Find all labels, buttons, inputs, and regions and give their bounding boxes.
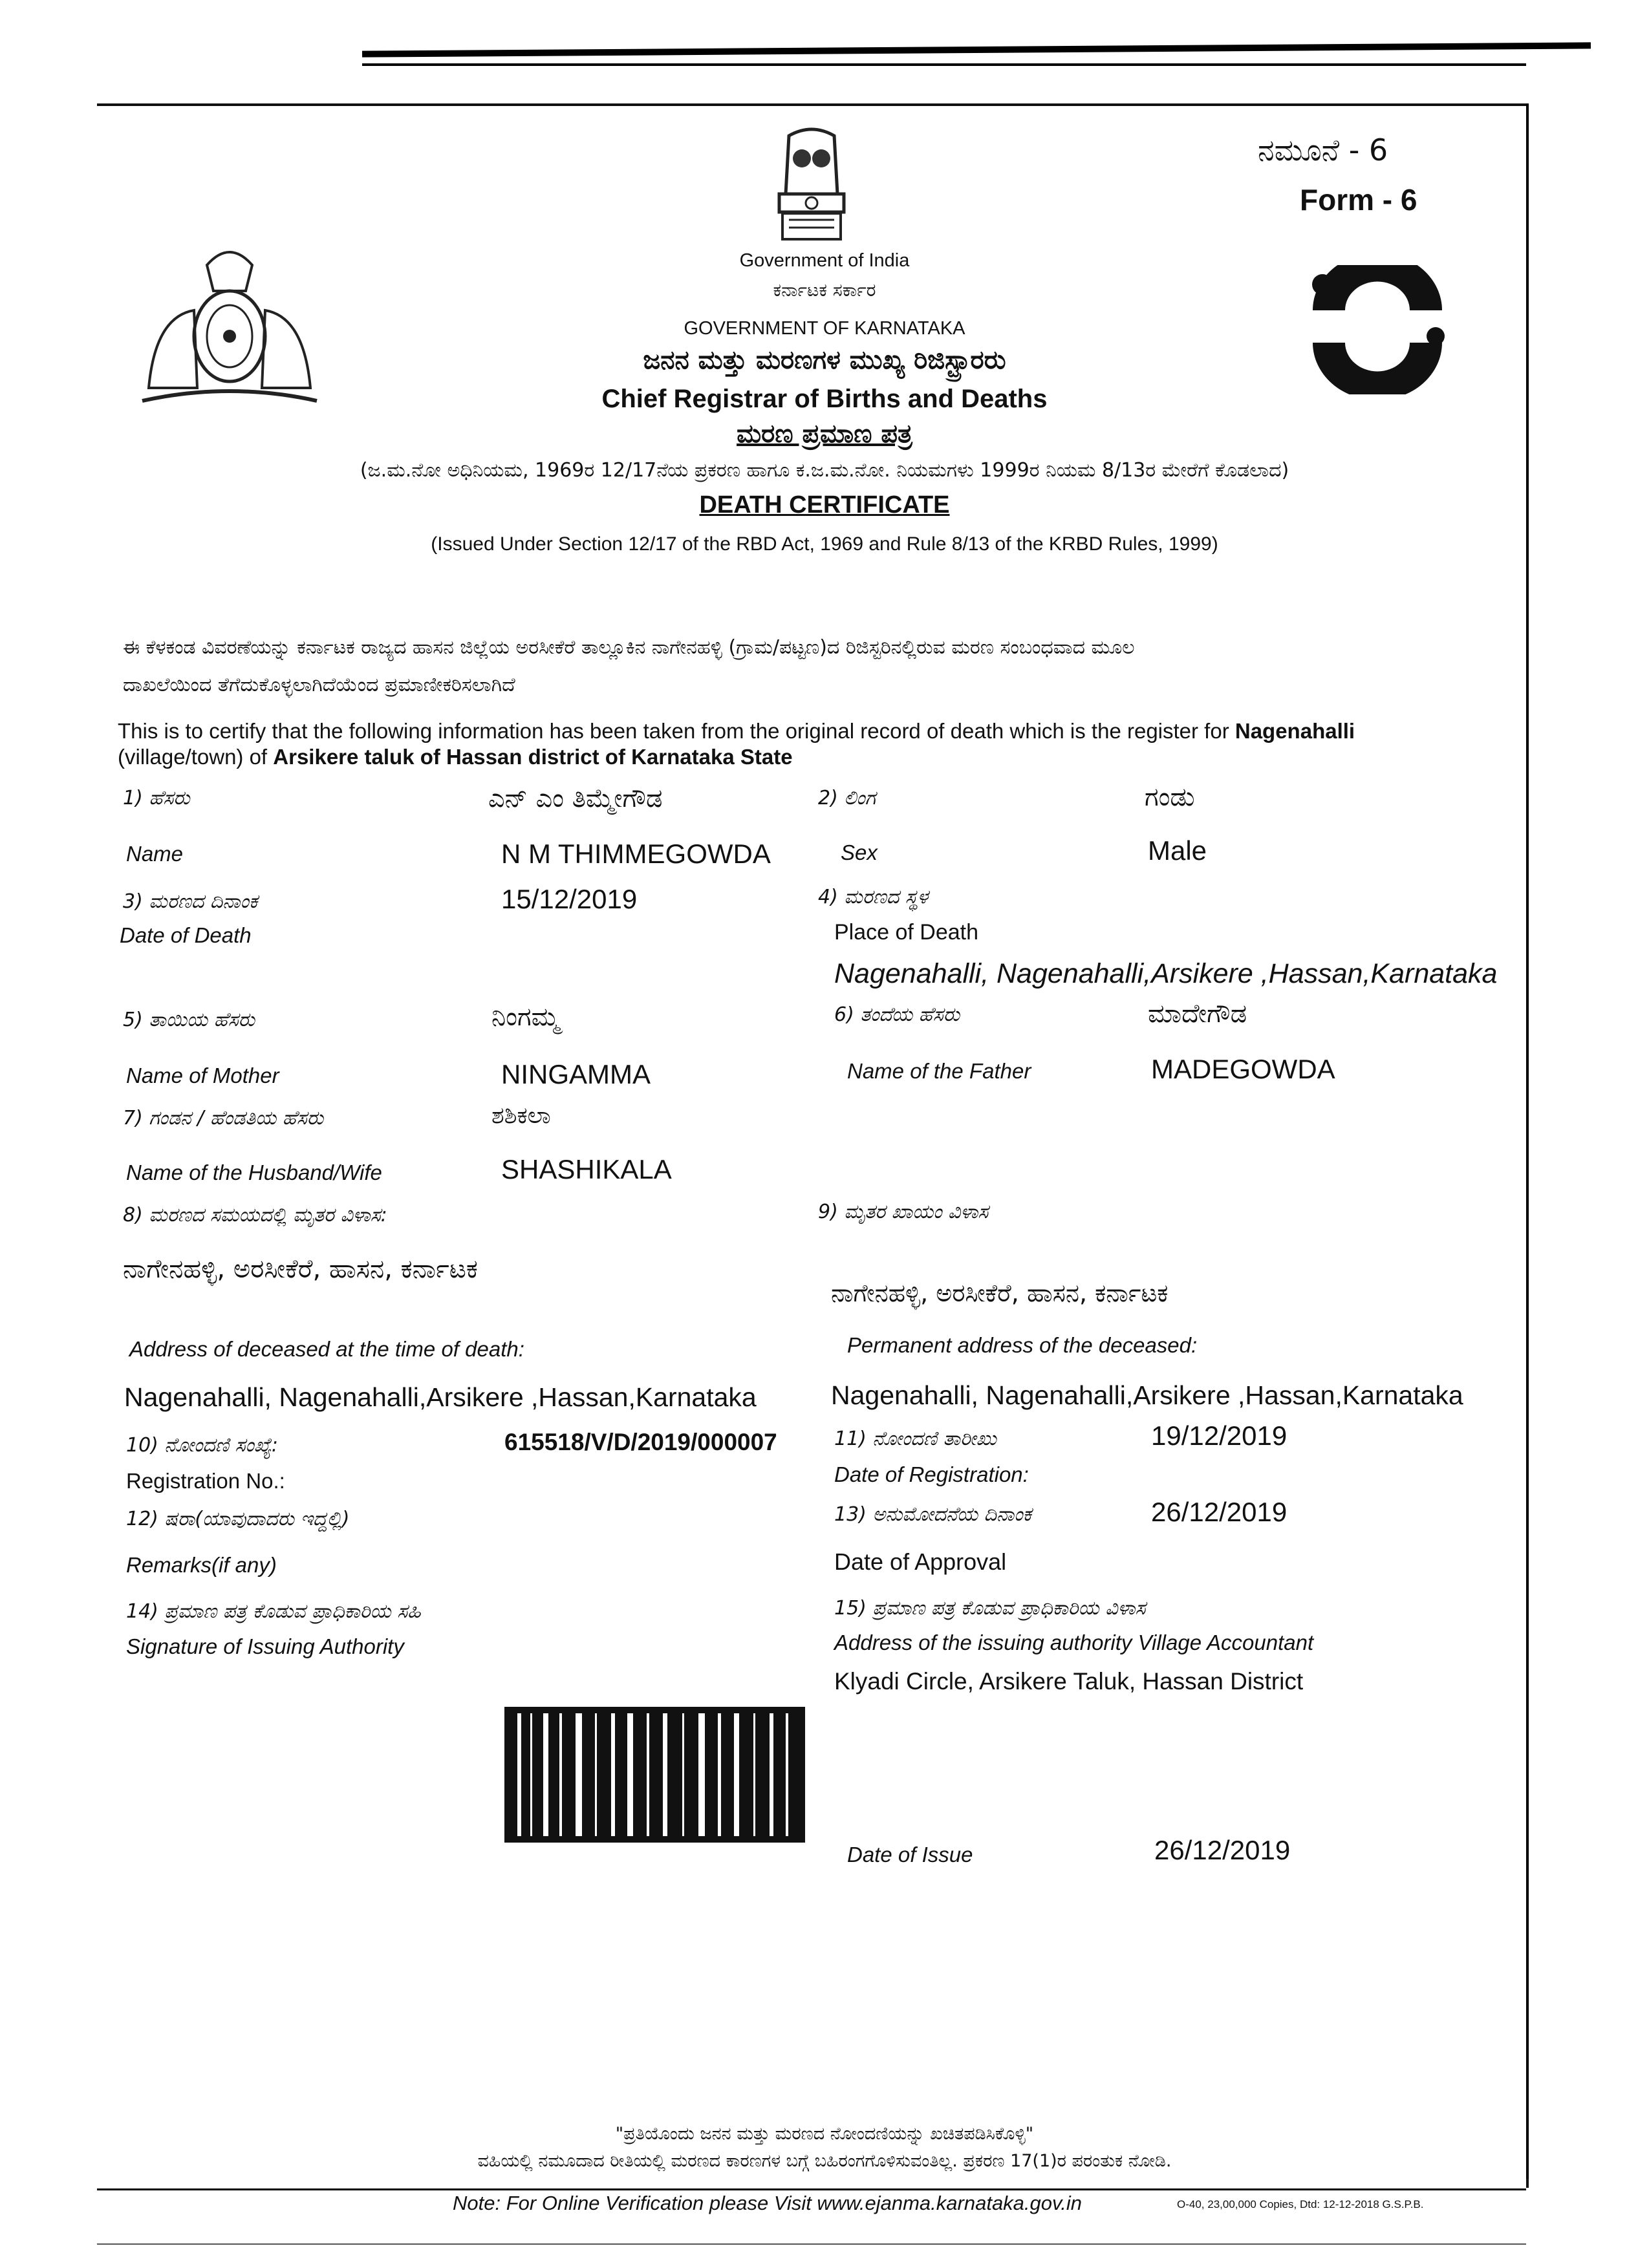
signature-label-en: Signature of Issuing Authority [126,1634,404,1658]
form-number-en: Form - 6 [1300,183,1417,217]
footer-note-kn: ವಹಿಯಲ್ಲಿ ನಮೂದಾದ ರೀತಿಯಲ್ಲಿ ಮರಣದ ಕಾರಣಗಳ ಬಗ್ಗೆ ಬಹಿರಂಗಗೊಳಿಸುವಂತಿಲ್ಲ. ಪ್ರಕರಣ 17(1)ರ ಪರಂತುಕ ನೋಡಿ. [477,2151,1172,2171]
issue-date-label: Date of Issue [847,1843,973,1867]
pod-label-en: Place of Death [834,920,979,945]
address-value-kn: ನಾಗೇನಹಳ್ಳಿ, ಅರಸೀಕೆರೆ, ಹಾಸನ, ಕರ್ನಾಟಕ [123,1254,478,1284]
dod-label-en: Date of Death [120,923,252,947]
regdate-value: 19/12/2019 [1151,1420,1288,1451]
dod-value: 15/12/2019 [501,884,638,914]
approval-value: 26/12/2019 [1151,1497,1288,1527]
pod-value: Nagenahalli, Nagenahalli,Arsikere ,Hassan,Karnataka [834,958,1498,989]
intro-kn-line1: ಈ ಕೆಳಕಂಡ ವಿವರಣೆಯನ್ನು ಕರ್ನಾಟಕ ರಾಜ್ಯದ ಹಾಸನ ಜಿಲ್ಲೆಯ ಅರಸೀಕೆರೆ ತಾಲ್ಲೂಕಿನ ನಾಗೇನಹಳ್ಳಿ (ಗ್ರಾಮ/ಪಟ್ಟಣ)ದ ರಿಜಿಸ್ಟರಿನಲ್ಲಿರುವ ಮರಣ ಸಂಬಂಧವಾದ ಮೂಲ [123,636,1135,659]
name-value-kn: ಎನ್ ಎಂ ತಿಮ್ಮೇಗೌಡ [488,784,663,813]
name-label-en: Name [126,842,184,866]
sex-label-en: Sex [841,840,878,864]
father-label-kn: 6) ತಂದೆಯ ಹೆಸರು [834,1003,960,1026]
intro-kn-line2: ದಾಖಲೆಯಿಂದ ತೆಗೆದುಕೊಳ್ಳಲಾಗಿದೆಯೆಂದ ಪ್ರಮಾಣೀಕರಿಸಲಾಗಿದೆ [123,674,515,696]
spouse-value-en: SHASHIKALA [501,1154,672,1184]
name-label-kn: 1) ಹೆಸರು [123,787,190,809]
footer-note-en: Note: For Online Verification please Visit www.ejanma.karnataka.gov.in [453,2192,1082,2214]
scan-edge-line [362,42,1591,57]
spouse-label-kn: 7) ಗಂಡನ / ಹೆಂಡತಿಯ ಹೆಸರು [123,1107,324,1129]
footer-divider [97,2188,1526,2190]
intro-en-line2 [118,745,793,769]
remarks-label-kn: 12) ಷರಾ(ಯಾವುದಾದರು ಇದ್ದಲ್ಲಿ) [126,1508,350,1530]
mother-value-en: NINGAMMA [501,1059,651,1089]
regdate-label-en: Date of Registration: [834,1462,1029,1486]
intro-en-text: This is to certify that the following information has been taken from the original record of death which is the register for [118,719,1235,743]
address-label-kn: 8) ಮರಣದ ಸಮಯದಲ್ಲಿ ಮೃತರ ವಿಳಾಸ: [123,1204,387,1226]
govt-india: Government of India [739,250,910,271]
mother-value-kn: ನಿಂಗಮ್ಮ [491,1002,560,1032]
approval-label-kn: 13) ಅನುಮೋದನೆಯ ದಿನಾಂಕ [834,1503,1032,1526]
footer-slogan-kn: "ಪ್ರತಿಯೊಂದು ಜನನ ಮತ್ತು ಮರಣದ ನೋಂದಣಿಯನ್ನು ಖಚಿತಪಡಿಸಿಕೊಳ್ಳಿ" [615,2124,1034,2144]
mother-label-en: Name of Mother [126,1064,279,1087]
address-label-en: Address of deceased at the time of death: [129,1337,524,1361]
intro-en-line1 [118,719,1355,744]
regdate-label-kn: 11) ನೋಂದಣಿ ತಾರೀಖು [834,1428,997,1450]
form-number-kn: ನಮೂನೆ - 6 [1258,133,1388,167]
bottom-scan-line [97,2243,1526,2245]
regno-label-kn: 10) ನೋಂದಣಿ ಸಂಖ್ಯೆ: [126,1434,279,1457]
name-value-en: N M THIMMEGOWDA [501,839,771,869]
dod-label-kn: 3) ಮರಣದ ದಿನಾಂಕ [123,890,258,913]
certificate-title-kn: ಮರಣ ಪ್ರಮಾಣ ಪತ್ರ [737,419,912,449]
authority-address-label-en: Address of the issuing authority Village Accountant [834,1631,1314,1654]
sex-label-kn: 2) ಲಿಂಗ [818,787,876,809]
govt-karnataka-kn: ಕರ್ನಾಟಕ ಸರ್ಕಾರ [773,279,876,301]
issue-date-value: 26/12/2019 [1154,1835,1291,1865]
intro-en-text: (village/town) of [118,745,274,769]
father-value-kn: ಮಾದೇಗೌಡ [1148,999,1247,1029]
mother-label-kn: 5) ತಾಯಿಯ ಹೆಸರು [123,1009,255,1031]
sex-value-kn: ಗಂಡು [1145,782,1195,812]
certificate-title-en: DEATH CERTIFICATE [699,491,950,519]
print-code: O-40, 23,00,000 Copies, Dtd: 12-12-2018 G.S.P.B. [1177,2198,1424,2210]
regno-label-en: Registration No.: [126,1469,285,1493]
registrar-en: Chief Registrar of Births and Deaths [601,385,1048,413]
certificate-frame [97,103,1529,2188]
frame-right-edge [1526,103,1529,2179]
sex-value-en: Male [1148,835,1207,866]
scan-edge-line [362,63,1526,66]
father-label-en: Name of the Father [847,1059,1031,1083]
authority-address-label-kn: 15) ಪ್ರಮಾಣ ಪತ್ರ ಕೊಡುವ ಪ್ರಾಧಿಕಾರಿಯ ವಿಳಾಸ [834,1597,1146,1620]
remarks-label-en: Remarks(if any) [126,1553,277,1577]
act-reference-en: (Issued Under Section 12/17 of the RBD Act, 1969 and Rule 8/13 of the KRBD Rules, 1999) [431,533,1218,555]
father-value-en: MADEGOWDA [1151,1054,1335,1084]
authority-address-value: Klyadi Circle, Arsikere Taluk, Hassan District [834,1668,1304,1695]
signature-label-kn: 14) ಪ್ರಮಾಣ ಪತ್ರ ಕೊಡುವ ಪ್ರಾಧಿಕಾರಿಯ ಸಹಿ [126,1600,421,1623]
intro-village: Nagenahalli [1234,719,1355,743]
registrar-kn: ಜನನ ಮತ್ತು ಮರಣಗಳ ಮುಖ್ಯ ರಿಜಿಸ್ಟ್ರಾರರು [643,345,1006,375]
regno-value: 615518/V/D/2019/000007 [504,1429,777,1455]
barcode-icon [504,1707,805,1843]
address-value-en: Nagenahalli, Nagenahalli,Arsikere ,Hassan,Karnataka [124,1382,757,1412]
perm-address-value-en: Nagenahalli, Nagenahalli,Arsikere ,Hassan,Karnataka [831,1380,1463,1410]
act-reference-kn: (ಜ.ಮ.ನೋ ಅಧಿನಿಯಮ, 1969ರ 12/17ನೆಯ ಪ್ರಕರಣ ಹಾಗೂ ಕ.ಜ.ಮ.ನೋ. ನಿಯಮಗಳು 1999ರ ನಿಯಮ 8/13ರ ಮೇರೆಗೆ ಕೊಡಲಾದ) [360,459,1289,482]
pod-label-kn: 4) ಮರಣದ ಸ್ಥಳ [818,886,929,908]
spouse-label-en: Name of the Husband/Wife [126,1161,382,1184]
spouse-value-kn: ಶಶಿಕಲಾ [491,1102,551,1129]
approval-label-en: Date of Approval [834,1548,1007,1575]
perm-address-label-kn: 9) ಮೃತರ ಖಾಯಂ ವಿಳಾಸ [818,1201,989,1223]
govt-karnataka-en: GOVERNMENT OF KARNATAKA [684,318,965,339]
ashoka-emblem-icon [763,123,860,246]
perm-address-label-en: Permanent address of the deceased: [847,1333,1198,1357]
intro-location: Arsikere taluk of Hassan district of Karnataka State [273,745,793,769]
perm-address-value-kn: ನಾಗೇನಹಳ್ಳಿ, ಅರಸೀಕೆರೆ, ಹಾಸನ, ಕರ್ನಾಟಕ [831,1279,1169,1307]
